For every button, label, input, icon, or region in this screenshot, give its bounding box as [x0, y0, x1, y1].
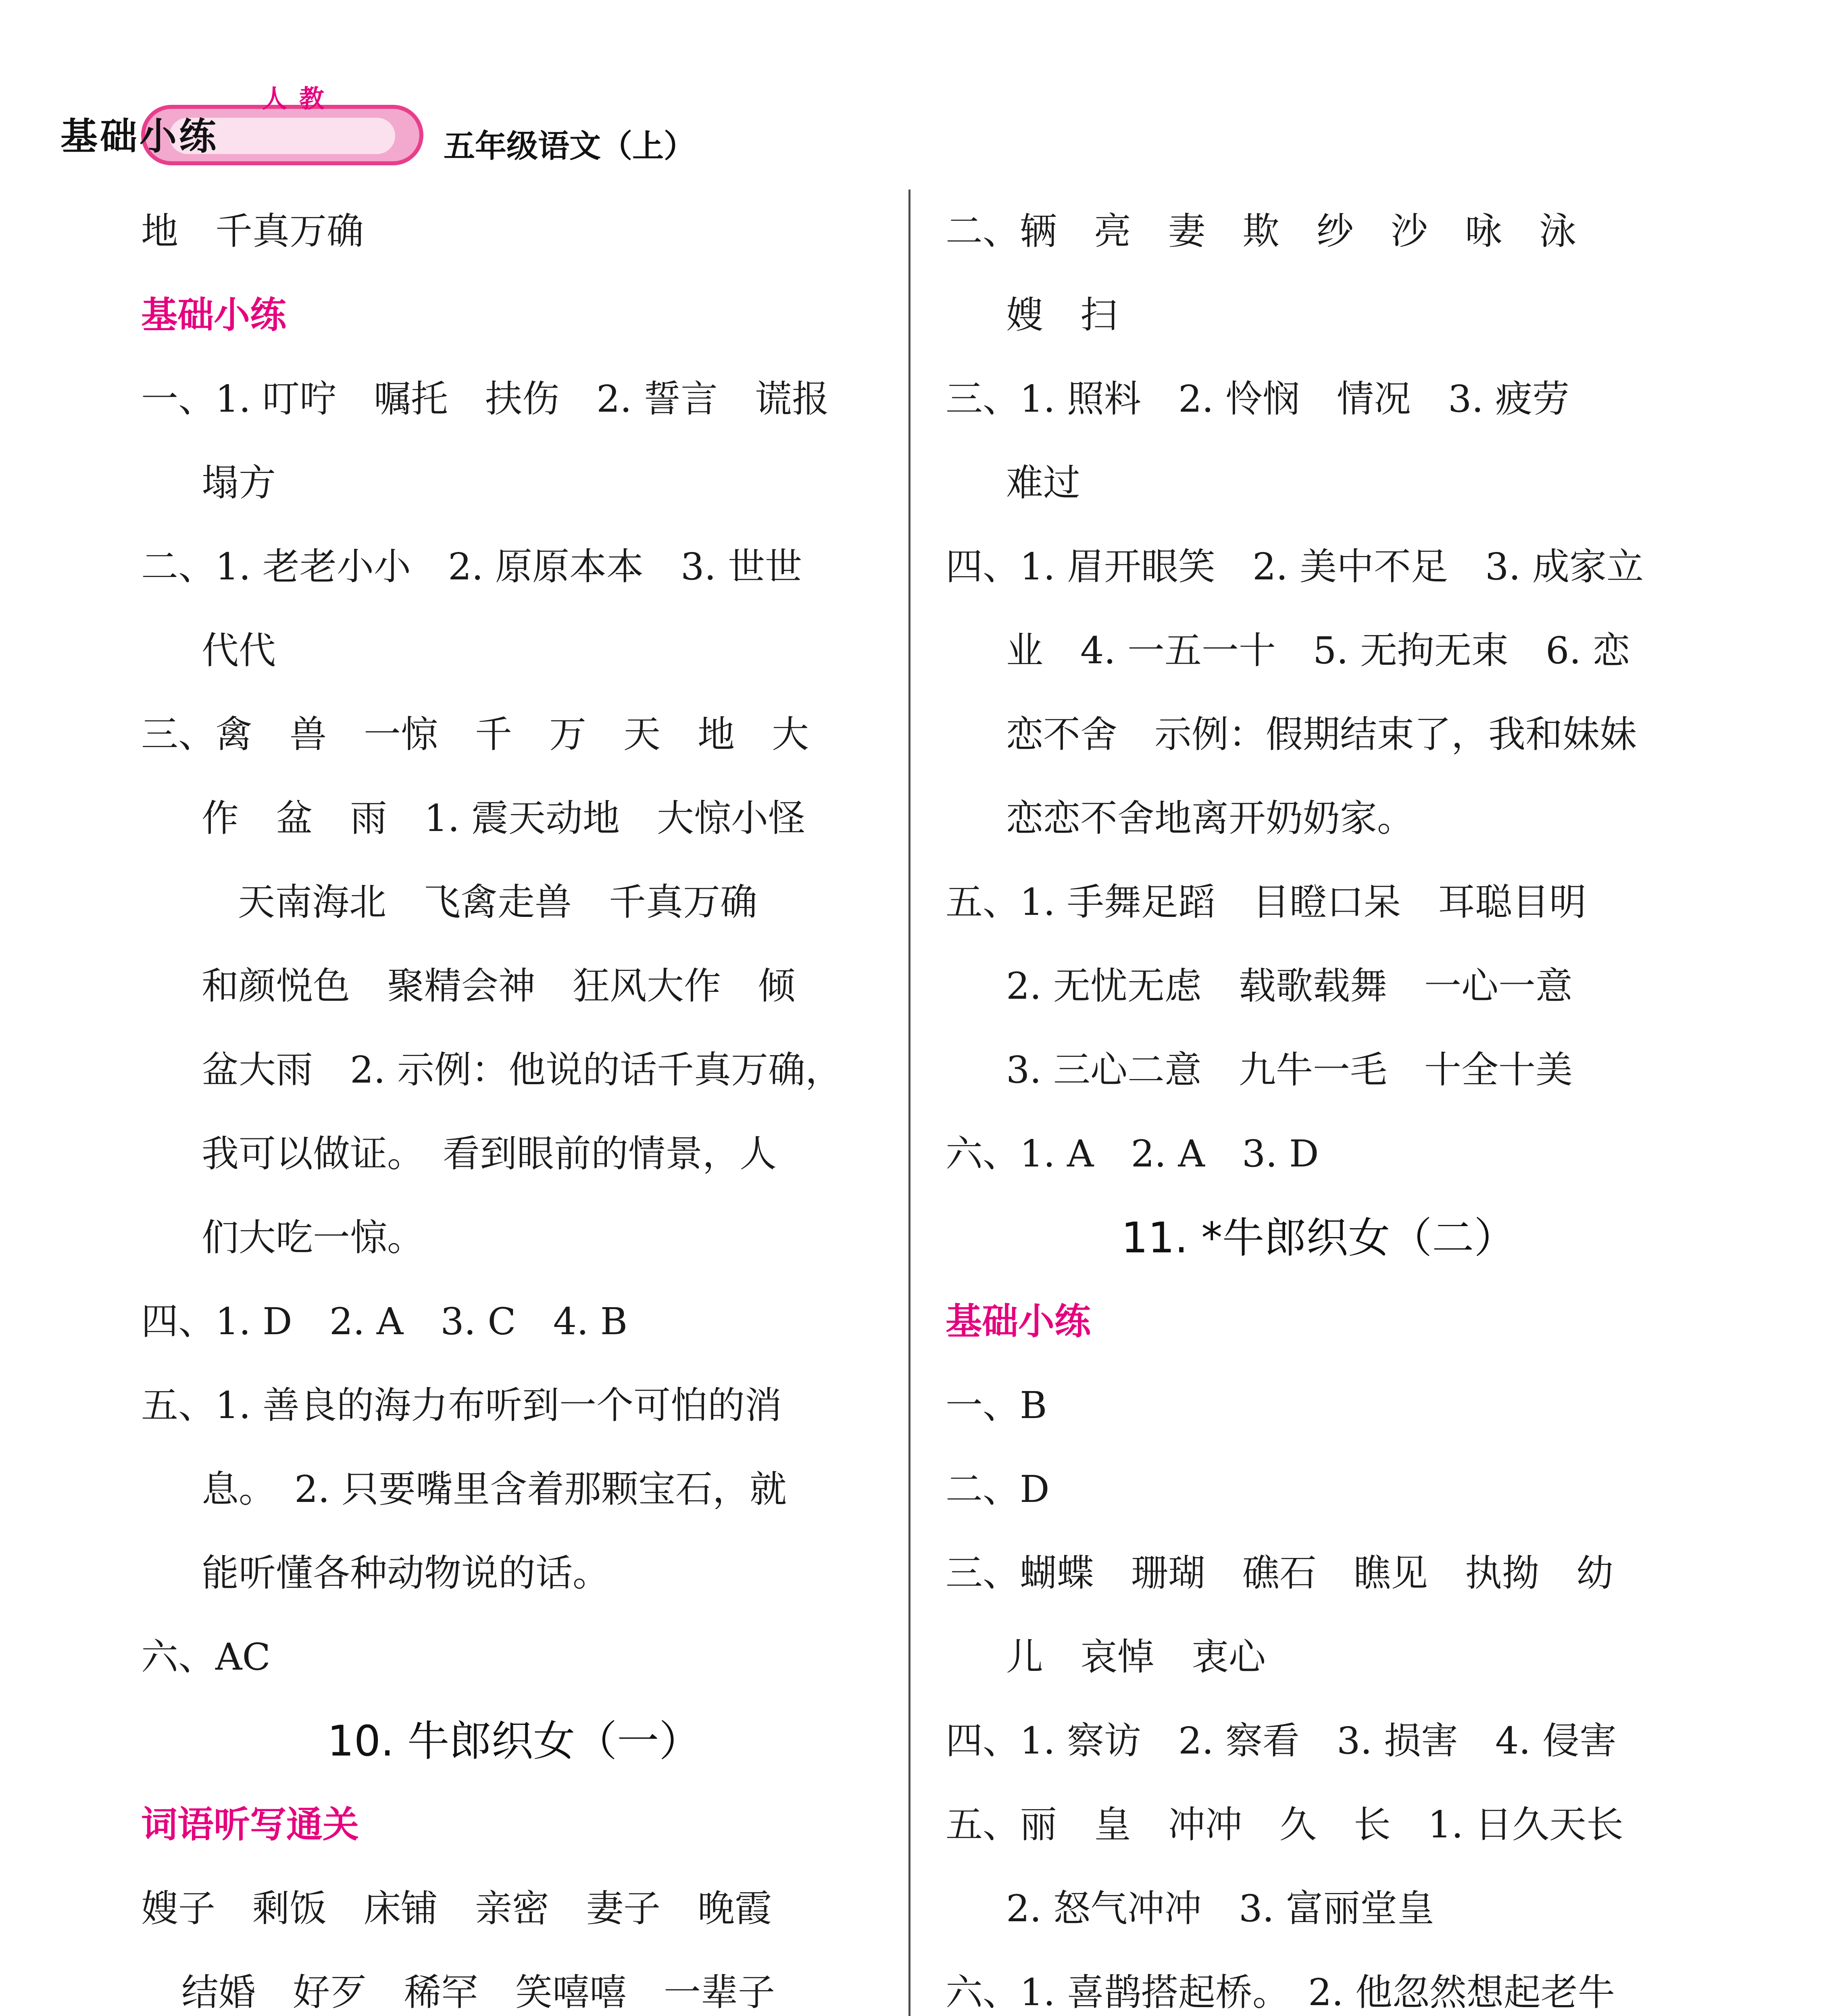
- left-column: [141, 190, 887, 2016]
- answer-line: 三、1. 照料 2. 怜悯 情况 3. 疲劳: [946, 377, 1570, 421]
- answer-line: 盆大雨 2. 示例：他说的话千真万确，: [202, 1048, 843, 1091]
- answer-line: 二、1. 老老小小 2. 原原本本 3. 世世: [141, 545, 802, 588]
- answer-line: 二、辆 亮 妻 欺 纱 沙 咏 泳: [946, 210, 1577, 253]
- answer-line: 难过: [1006, 461, 1081, 504]
- answer-line: 六、1. A 2. A 3. D: [946, 1132, 1319, 1175]
- answer-line: 六、1. 喜鹊搭起桥。 2. 他忽然想起老牛: [946, 1971, 1615, 2014]
- answer-line: 地 千真万确: [141, 210, 364, 253]
- answer-line: 四、1. D 2. A 3. C 4. B: [141, 1300, 628, 1343]
- answer-line: 嫂 扫: [1006, 294, 1118, 337]
- answer-line: 业 4. 一五一十 5. 无拘无束 6. 恋: [1006, 629, 1630, 672]
- answer-line: 四、1. 察访 2. 察看 3. 损害 4. 侵害: [946, 1719, 1617, 1762]
- lesson-title: 10. 牛郎织女（一）: [327, 1716, 701, 1766]
- answer-line: 2. 无忧无虑 载歌载舞 一心一意: [1006, 964, 1573, 1008]
- answer-line: 代代: [202, 629, 276, 672]
- answer-line: 3. 三心二意 九牛一毛 十全十美: [1006, 1048, 1573, 1091]
- right-column: [946, 190, 1692, 2016]
- answer-line: 五、1. 善良的海力布听到一个可怕的消: [141, 1384, 782, 1427]
- section-heading: 基础小练: [946, 1300, 1091, 1343]
- section-heading: 词语听写通关: [141, 1804, 359, 1846]
- answer-line: 作 盆 雨 1. 震天动地 大惊小怪: [202, 797, 806, 840]
- answer-line: 三、蝴蝶 珊瑚 礁石 瞧见 执拗 幼: [946, 1552, 1614, 1595]
- answer-line: 恋恋不舍地离开奶奶家。: [1006, 797, 1415, 840]
- answer-line: 结婚 好歹 稀罕 笑嘻嘻 一辈子: [181, 1971, 775, 2014]
- answer-line: 塌方: [202, 461, 276, 504]
- answer-line: 三、禽 兽 一惊 千 万 天 地 大: [141, 713, 809, 756]
- grade-subject-label: 五年级语文（上）: [444, 128, 696, 165]
- answer-line: 天南海北 飞禽走兽 千真万确: [238, 881, 758, 924]
- edition-label: 人教: [262, 84, 337, 113]
- answer-line: 们大吃一惊。: [202, 1216, 425, 1259]
- answer-line: 一、B: [946, 1384, 1047, 1427]
- answer-line: 我可以做证。 看到眼前的情景，人: [202, 1132, 777, 1175]
- answer-line: 五、1. 手舞足蹈 目瞪口呆 耳聪目明: [946, 881, 1587, 924]
- answer-line: 五、丽 皇 冲冲 久 长 1. 日久天长: [946, 1803, 1624, 1846]
- answer-line: 二、D: [946, 1468, 1050, 1511]
- answer-line: 嫂子 剩饭 床铺 亲密 妻子 晚霞: [141, 1887, 772, 1930]
- answer-line: 四、1. 眉开眼笑 2. 美中不足 3. 成家立: [946, 545, 1644, 588]
- answer-line: 息。 2. 只要嘴里含着那颗宝石，就: [202, 1468, 787, 1511]
- answer-line: 能听懂各种动物说的话。: [202, 1552, 610, 1595]
- answer-line: 儿 哀悼 衷心: [1006, 1635, 1266, 1679]
- section-heading: 基础小练: [141, 294, 286, 336]
- answer-line: 恋不舍 示例：假期结束了，我和妹妹: [1006, 713, 1637, 756]
- lesson-title: 11. *牛郎织女（二）: [1121, 1213, 1516, 1262]
- answer-line: 和颜悦色 聚精会神 狂风大作 倾: [202, 964, 796, 1008]
- column-divider: [908, 190, 910, 2016]
- answer-line: 2. 怒气冲冲 3. 富丽堂皇: [1006, 1887, 1435, 1930]
- series-logo-text: 基础小练: [60, 115, 219, 158]
- answer-line: 六、AC: [141, 1635, 271, 1679]
- answer-line: 一、1. 叮咛 嘱托 扶伤 2. 誓言 谎报: [141, 377, 829, 421]
